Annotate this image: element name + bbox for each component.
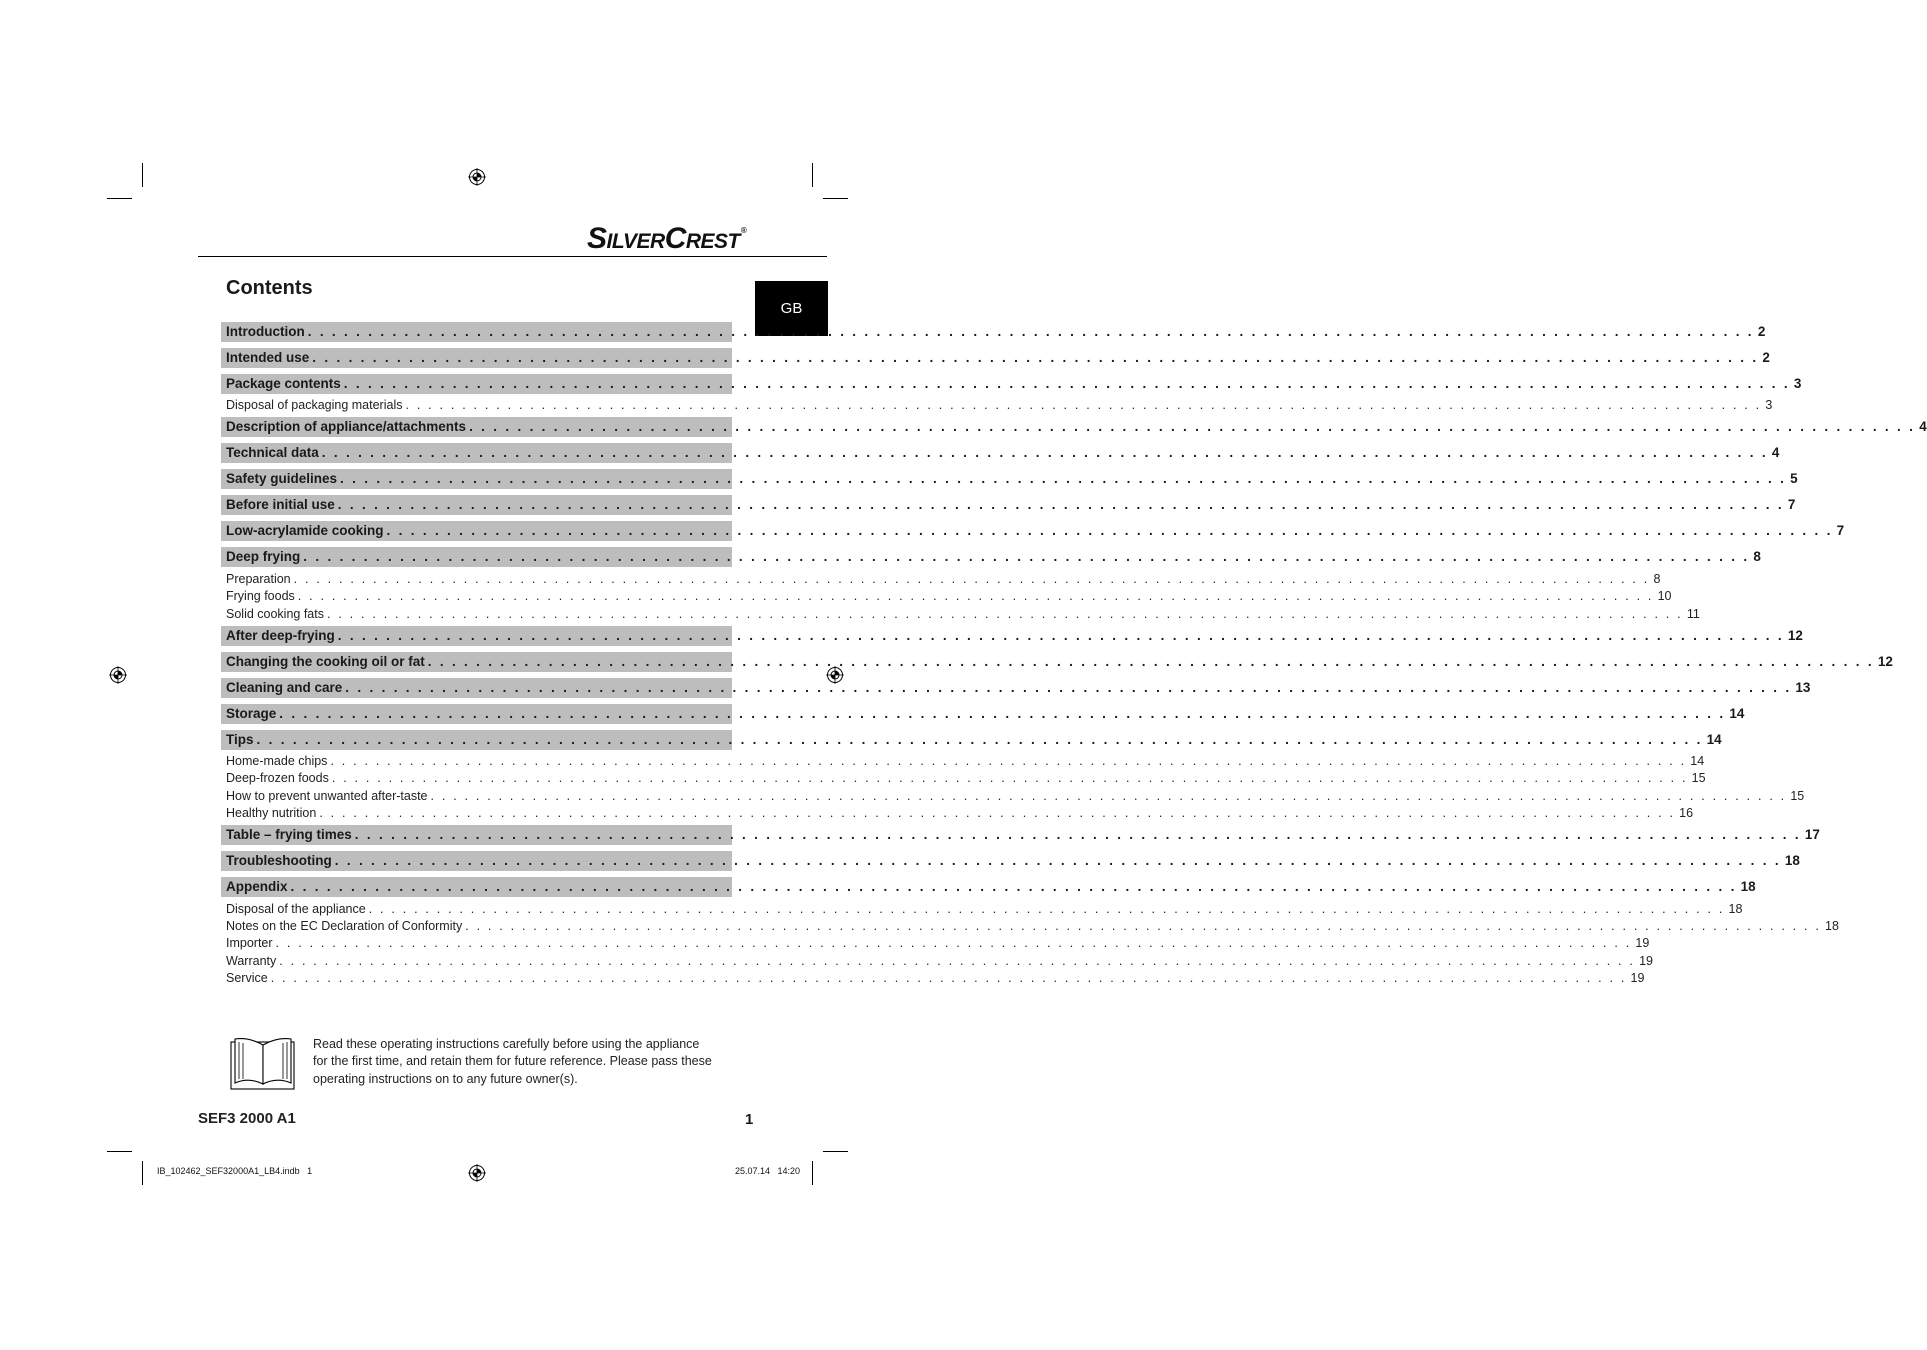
toc-subsection-label: Disposal of packaging materials [226,398,403,413]
toc-section-label: Table – frying times [226,827,352,843]
model-number: SEF3 2000 A1 [198,1110,296,1127]
toc-section-row[interactable] [221,547,1761,567]
toc-section-row[interactable] [221,704,1745,724]
toc-section-page: 4 [1771,445,1780,461]
toc-subsection-page: 15 [1790,788,1805,803]
brand-logo: SILVERCREST® [587,222,747,255]
toc-section-row[interactable] [221,469,1798,489]
crop-mark [142,163,143,187]
toc-subsection-row[interactable] [221,805,1694,822]
toc-subsection-page: 8 [1653,571,1661,586]
table-of-contents [221,322,1927,990]
toc-subsection-page: 3 [1765,398,1773,413]
toc-section-label: Changing the cooking oil or fat [226,653,425,669]
toc-section-label: Tips [226,731,254,747]
toc-section-page: 2 [1762,350,1770,365]
toc-leader: . . . . . . . . . . . . . . . . . . . . . . . . . . . . . . . . . . . . . . . . . . . . . . . . . . . . . . . . . . . . . . . . . . . . . . . . . . . . . . . . . . . . . . . . . . . . . . . . . . . . . . . . . . . . . . . . . . . . . . . . [326,606,1683,621]
toc-subsection-row[interactable] [221,770,1706,787]
page-title: Contents [226,277,313,299]
print-timestamp: 25.07.14 14:20 [735,1166,801,1176]
toc-leader: . . . . . . . . . . . . . . . . . . . . . . . . . . . . . . . . . . . . . . . . . . . . . . . . . . . . . . . . . . . . . . . . . . . . . . . . . . . . . . . . . . . . . . . . . . . . . . . . . . . . . . . . . . . . . . . . . . . . . . . . [270,971,1627,986]
toc-section-row[interactable] [221,851,1800,871]
crop-mark [812,163,813,187]
toc-section-row[interactable] [221,730,1722,750]
toc-subsection-label: Home-made chips [226,753,328,768]
toc-section-label: Low-acrylamide cooking [226,523,384,539]
toc-subsection-page: 10 [1657,589,1672,604]
registration-mark-icon [468,1164,486,1182]
toc-leader: . . . . . . . . . . . . . . . . . . . . . . . . . . . . . . . . . . . . . . . . . . . . . . . . . . . . . . . . . . . . . . . . . . . . . . . . . . . . . . . . . . . . . . . . . . . . . . . . . . . . . . . . . . . . . . . . . . . . . . . . [279,705,1726,721]
toc-section-row[interactable] [221,348,1770,368]
toc-subsection-row[interactable] [221,753,1705,770]
toc-subsection-label: Warranty [226,953,277,968]
crop-mark [812,1161,813,1185]
toc-leader: . . . . . . . . . . . . . . . . . . . . . . . . . . . . . . . . . . . . . . . . . . . . . . . . . . . . . . . . . . . . . . . . . . . . . . . . . . . . . . . . . . . . . . . . . . . . . . . . . . . . . . . . . . . . . . . . . . . . . . . . [303,549,1750,565]
toc-subsection-label: Service [226,971,268,986]
toc-section-page: 13 [1795,679,1811,695]
toc-leader: . . . . . . . . . . . . . . . . . . . . . . . . . . . . . . . . . . . . . . . . . . . . . . . . . . . . . . . . . . . . . . . . . . . . . . . . . . . . . . . . . . . . . . . . . . . . . . . . . . . . . . . . . . . . . . . . . . . . . . . . [312,350,1759,365]
toc-section-label: Package contents [226,376,341,391]
crop-mark [823,1151,848,1152]
toc-subsection-row[interactable] [221,900,1743,917]
toc-subsection-row[interactable] [221,935,1650,952]
toc-leader: . . . . . . . . . . . . . . . . . . . . . . . . . . . . . . . . . . . . . . . . . . . . . . . . . . . . . . . . . . . . . . . . . . . . . . . . . . . . . . . . . . . . . . . . . . . . . . . . . . . . . . . . . . . . . . . . . . . . . . . . [290,879,1737,895]
toc-section-page: 18 [1740,879,1756,895]
toc-section-row[interactable] [221,678,1811,698]
toc-section-row[interactable] [221,322,1766,342]
toc-subsection-list [221,397,1773,414]
toc-subsection-list [221,570,1700,622]
toc-section-label: Introduction [226,324,305,339]
toc-section-label: Description of appliance/attachments [226,419,467,435]
toc-subsection-label: Healthy nutrition [226,806,317,821]
toc-section-page: 3 [1793,376,1802,391]
toc-section-page: 7 [1836,523,1845,539]
toc-section-row[interactable] [221,374,1802,394]
toc-section-page: 14 [1729,705,1745,721]
toc-leader: . . . . . . . . . . . . . . . . . . . . . . . . . . . . . . . . . . . . . . . . . . . . . . . . . . . . . . . . . . . . . . . . . . . . . . . . . . . . . . . . . . . . . . . . . . . . . . . . . . . . . . . . . . . . . . . . . . . . . . . . [293,571,1650,586]
toc-subsection-list [221,753,1805,823]
toc-leader: . . . . . . . . . . . . . . . . . . . . . . . . . . . . . . . . . . . . . . . . . . . . . . . . . . . . . . . . . . . . . . . . . . . . . . . . . . . . . . . . . . . . . . . . . . . . . . . . . . . . . . . . . . . . . . . . . . . . . . . . [279,953,1636,968]
toc-section-page: 12 [1877,653,1893,669]
toc-leader: . . . . . . . . . . . . . . . . . . . . . . . . . . . . . . . . . . . . . . . . . . . . . . . . . . . . . . . . . . . . . . . . . . . . . . . . . . . . . . . . . . . . . . . . . . . . . . . . . . . . . . . . . . . . . . . . . . . . . . . . [321,445,1768,461]
crop-mark [107,198,132,199]
instructions-note: Read these operating instructions carefully before using the appliance for the first time, and retain them for future reference. Please pass these operating instructions on to any future owner(s). [313,1037,712,1086]
registration-mark-icon [109,666,127,684]
toc-section-label: Before initial use [226,497,335,513]
toc-subsection-list [221,900,1839,987]
toc-subsection-row[interactable] [221,952,1653,969]
toc-leader: . . . . . . . . . . . . . . . . . . . . . . . . . . . . . . . . . . . . . . . . . . . . . . . . . . . . . . . . . . . . . . . . . . . . . . . . . . . . . . . . . . . . . . . . . . . . . . . . . . . . . . . . . . . . . . . . . . . . . . . . [345,679,1792,695]
crop-mark [823,198,848,199]
toc-subsection-page: 19 [1635,936,1650,951]
toc-section-page: 5 [1790,471,1798,487]
toc-section-page: 17 [1804,827,1820,843]
toc-subsection-page: 11 [1686,606,1700,621]
toc-leader: . . . . . . . . . . . . . . . . . . . . . . . . . . . . . . . . . . . . . . . . . . . . . . . . . . . . . . . . . . . . . . . . . . . . . . . . . . . . . . . . . . . . . . . . . . . . . . . . . . . . . . . . . . . . . . . . . . . . . . . . [275,936,1632,951]
toc-leader: . . . . . . . . . . . . . . . . . . . . . . . . . . . . . . . . . . . . . . . . . . . . . . . . . . . . . . . . . . . . . . . . . . . . . . . . . . . . . . . . . . . . . . . . . . . . . . . . . . . . . . . . . . . . . . . . . . . . . . . . [405,398,1762,413]
toc-section-row[interactable] [221,521,1845,541]
language-tab-label: GB [780,300,803,317]
toc-leader: . . . . . . . . . . . . . . . . . . . . . . . . . . . . . . . . . . . . . . . . . . . . . . . . . . . . . . . . . . . . . . . . . . . . . . . . . . . . . . . . . . . . . . . . . . . . . . . . . . . . . . . . . . . . . . . . . . . . . . . . [343,376,1790,391]
toc-subsection-page: 19 [1630,971,1645,986]
toc-subsection-label: Solid cooking fats [226,606,324,621]
page-number: 1 [745,1111,754,1128]
toc-leader: . . . . . . . . . . . . . . . . . . . . . . . . . . . . . . . . . . . . . . . . . . . . . . . . . . . . . . . . . . . . . . . . . . . . . . . . . . . . . . . . . . . . . . . . . . . . . . . . . . . . . . . . . . . . . . . . . . . . . . . . [354,827,1801,843]
toc-section-label: Cleaning and care [226,679,343,695]
toc-subsection-label: Deep-frozen foods [226,771,329,786]
toc-section-row[interactable] [221,626,1803,646]
toc-subsection-row[interactable] [221,397,1773,414]
toc-section-page: 18 [1784,853,1800,869]
toc-section-page: 2 [1757,324,1766,339]
crop-mark [142,1161,143,1185]
toc-section-page: 7 [1787,497,1796,513]
toc-section-label: Storage [226,705,277,721]
toc-subsection-label: Notes on the EC Declaration of Conformity [226,918,463,933]
toc-subsection-page: 19 [1639,953,1653,968]
header-rule [198,256,827,257]
toc-leader: . . . . . . . . . . . . . . . . . . . . . . . . . . . . . . . . . . . . . . . . . . . . . . . . . . . . . . . . . . . . . . . . . . . . . . . . . . . . . . . . . . . . . . . . . . . . . . . . . . . . . . . . . . . . . . . . . . . . . . . . [427,653,1874,669]
toc-leader: . . . . . . . . . . . . . . . . . . . . . . . . . . . . . . . . . . . . . . . . . . . . . . . . . . . . . . . . . . . . . . . . . . . . . . . . . . . . . . . . . . . . . . . . . . . . . . . . . . . . . . . . . . . . . . . . . . . . . . . . [337,627,1784,643]
toc-leader: . . . . . . . . . . . . . . . . . . . . . . . . . . . . . . . . . . . . . . . . . . . . . . . . . . . . . . . . . . . . . . . . . . . . . . . . . . . . . . . . . . . . . . . . . . . . . . . . . . . . . . . . . . . . . . . . . . . . . . . . [337,497,1784,513]
toc-leader: . . . . . . . . . . . . . . . . . . . . . . . . . . . . . . . . . . . . . . . . . . . . . . . . . . . . . . . . . . . . . . . . . . . . . . . . . . . . . . . . . . . . . . . . . . . . . . . . . . . . . . . . . . . . . . . . . . . . . . . . [386,523,1833,539]
toc-subsection-label: Frying foods [226,589,295,604]
toc-section-row[interactable] [221,652,1893,672]
toc-leader: . . . . . . . . . . . . . . . . . . . . . . . . . . . . . . . . . . . . . . . . . . . . . . . . . . . . . . . . . . . . . . . . . . . . . . . . . . . . . . . . . . . . . . . . . . . . . . . . . . . . . . . . . . . . . . . . . . . . . . . . [368,901,1725,916]
registration-mark-icon [468,168,486,186]
toc-section-page: 8 [1753,549,1761,565]
toc-subsection-row[interactable] [221,605,1700,622]
crop-mark [107,1151,132,1152]
toc-section-label: Safety guidelines [226,471,338,487]
file-slug: IB_102462_SEF32000A1_LB4.indb 1 [157,1166,313,1176]
toc-section-page: 4 [1919,419,1927,435]
toc-subsection-label: Importer [226,936,273,951]
toc-section-row[interactable] [221,495,1796,515]
toc-subsection-label: Disposal of the appliance [226,901,366,916]
toc-section-page: 12 [1787,627,1803,643]
toc-section-row[interactable] [221,825,1820,845]
toc-subsection-page: 14 [1690,753,1705,768]
toc-subsection-row[interactable] [221,588,1672,605]
toc-leader: . . . . . . . . . . . . . . . . . . . . . . . . . . . . . . . . . . . . . . . . . . . . . . . . . . . . . . . . . . . . . . . . . . . . . . . . . . . . . . . . . . . . . . . . . . . . . . . . . . . . . . . . . . . . . . . . . . . . . . . . [340,471,1787,487]
toc-subsection-row[interactable] [221,970,1645,987]
toc-subsection-row[interactable] [221,918,1839,935]
toc-section-row[interactable] [221,443,1780,463]
toc-leader: . . . . . . . . . . . . . . . . . . . . . . . . . . . . . . . . . . . . . . . . . . . . . . . . . . . . . . . . . . . . . . . . . . . . . . . . . . . . . . . . . . . . . . . . . . . . . . . . . . . . . . . . . . . . . . . . . . . . . . . . [331,771,1688,786]
toc-section-label: Intended use [226,350,310,365]
toc-section-row[interactable] [221,877,1756,897]
toc-subsection-page: 18 [1728,901,1743,916]
toc-subsection-page: 15 [1691,771,1706,786]
toc-section-label: Troubleshooting [226,853,332,869]
toc-section-label: After deep-frying [226,627,335,643]
toc-section-label: Technical data [226,445,319,461]
toc-subsection-page: 16 [1679,806,1694,821]
toc-subsection-page: 18 [1825,918,1839,933]
toc-subsection-row[interactable] [221,570,1661,587]
toc-leader: . . . . . . . . . . . . . . . . . . . . . . . . . . . . . . . . . . . . . . . . . . . . . . . . . . . . . . . . . . . . . . . . . . . . . . . . . . . . . . . . . . . . . . . . . . . . . . . . . . . . . . . . . . . . . . . . . . . . . . . . [469,419,1916,435]
toc-leader: . . . . . . . . . . . . . . . . . . . . . . . . . . . . . . . . . . . . . . . . . . . . . . . . . . . . . . . . . . . . . . . . . . . . . . . . . . . . . . . . . . . . . . . . . . . . . . . . . . . . . . . . . . . . . . . . . . . . . . . . [430,788,1787,803]
book-icon [230,1037,296,1091]
toc-leader: . . . . . . . . . . . . . . . . . . . . . . . . . . . . . . . . . . . . . . . . . . . . . . . . . . . . . . . . . . . . . . . . . . . . . . . . . . . . . . . . . . . . . . . . . . . . . . . . . . . . . . . . . . . . . . . . . . . . . . . . [256,731,1703,747]
toc-leader: . . . . . . . . . . . . . . . . . . . . . . . . . . . . . . . . . . . . . . . . . . . . . . . . . . . . . . . . . . . . . . . . . . . . . . . . . . . . . . . . . . . . . . . . . . . . . . . . . . . . . . . . . . . . . . . . . . . . . . . . [297,589,1654,604]
toc-subsection-row[interactable] [221,787,1805,804]
toc-leader: . . . . . . . . . . . . . . . . . . . . . . . . . . . . . . . . . . . . . . . . . . . . . . . . . . . . . . . . . . . . . . . . . . . . . . . . . . . . . . . . . . . . . . . . . . . . . . . . . . . . . . . . . . . . . . . . . . . . . . . . [319,806,1676,821]
toc-section-row[interactable] [221,417,1927,437]
toc-section-label: Appendix [226,879,288,895]
toc-leader: . . . . . . . . . . . . . . . . . . . . . . . . . . . . . . . . . . . . . . . . . . . . . . . . . . . . . . . . . . . . . . . . . . . . . . . . . . . . . . . . . . . . . . . . . . . . . . . . . . . . . . . . . . . . . . . . . . . . . . . . [330,753,1687,768]
toc-subsection-label: How to prevent unwanted after-taste [226,788,428,803]
toc-leader: . . . . . . . . . . . . . . . . . . . . . . . . . . . . . . . . . . . . . . . . . . . . . . . . . . . . . . . . . . . . . . . . . . . . . . . . . . . . . . . . . . . . . . . . . . . . . . . . . . . . . . . . . . . . . . . . . . . . . . . . [307,324,1754,339]
toc-section-label: Deep frying [226,549,301,565]
toc-subsection-label: Preparation [226,571,291,586]
toc-leader: . . . . . . . . . . . . . . . . . . . . . . . . . . . . . . . . . . . . . . . . . . . . . . . . . . . . . . . . . . . . . . . . . . . . . . . . . . . . . . . . . . . . . . . . . . . . . . . . . . . . . . . . . . . . . . . . . . . . . . . . [334,853,1781,869]
toc-section-page: 14 [1706,731,1722,747]
toc-leader: . . . . . . . . . . . . . . . . . . . . . . . . . . . . . . . . . . . . . . . . . . . . . . . . . . . . . . . . . . . . . . . . . . . . . . . . . . . . . . . . . . . . . . . . . . . . . . . . . . . . . . . . . . . . . . . . . . . . . . . . [465,918,1822,933]
